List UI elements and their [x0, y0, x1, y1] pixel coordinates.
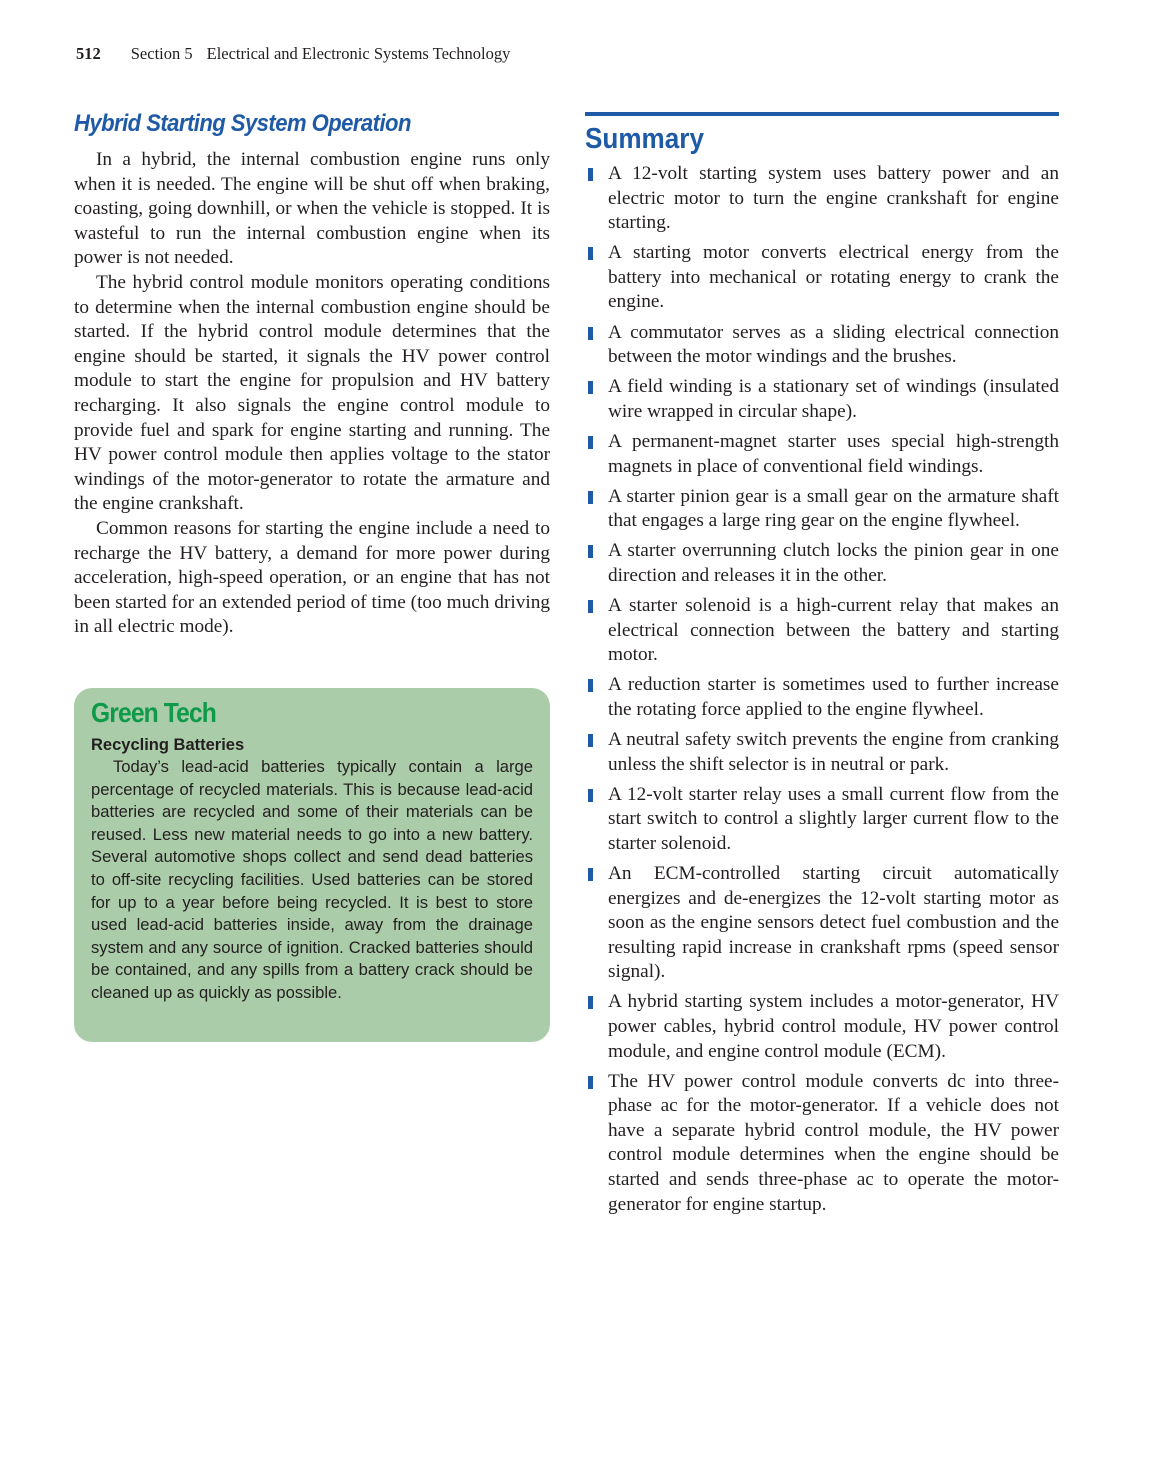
bullet-icon — [588, 247, 593, 260]
bullet-icon — [588, 789, 593, 802]
summary-item-text: A starter solenoid is a high-current relay that makes an electrical connection between the battery and starting motor. — [608, 595, 1059, 666]
section-heading: Hybrid Starting System Operation — [74, 110, 411, 137]
summary-item-text: A 12-volt starting system uses battery power and an electric motor to turn the engine crankshaft for engine starting. — [608, 163, 1059, 234]
summary-item-text: The HV power control module converts dc into three-phase ac for the motor-generator. If a vehicle does not have a separate hybrid control module, the HV power control module determines when the engine should be started and sends three-phase ac to operate the motor-generator for engine startup. — [608, 1070, 1059, 1215]
paragraph: Common reasons for starting the engine include a need to recharge the HV battery, a demand for more power during acceleration, high-speed operation, or an engine that has not been started for an extended period of time (too much driving in all electric mode). — [74, 517, 550, 638]
summary-item-text: A field winding is a stationary set of windings (insulated wire wrapped in circular shape). — [608, 376, 1059, 422]
summary-item — [585, 862, 1059, 985]
summary-item — [585, 162, 1059, 236]
bullet-icon — [588, 734, 593, 747]
summary-item-text: A commutator serves as a sliding electrical connection between the motor windings and the brushes. — [608, 321, 1059, 368]
page-number: 512 — [76, 44, 101, 63]
summary-item — [585, 321, 1059, 370]
bullet-icon — [588, 491, 593, 504]
green-tech-text: Today’s lead-acid batteries typically contain a large percentage of recycled materials. This is because lead-acid batteries are recycled and some of their materials can be reused. Less new material needs to go into a new battery. Several automotive shops collect and send dead batteries to off-site recycling facilities. Used batteries can be stored for up to a year before being recycled. It is best to store used lead-acid batteries inside, away from the drainage system and any source of ignition. Cracked batteries should be contained, and any spills from a battery crack should be cleaned up as quickly as possible. — [91, 757, 533, 1002]
summary-item — [585, 728, 1059, 777]
paragraph: In a hybrid, the internal combustion engine runs only when it is needed. The engine will be shut off when braking, coasting, going downhill, or when the vehicle is stopped. It is wasteful to run the internal combustion engine when its power is not needed. — [74, 149, 550, 269]
green-tech-box — [74, 688, 550, 1042]
summary-item — [585, 990, 1059, 1064]
summary-item — [585, 485, 1059, 534]
green-tech-subtitle: Recycling Batteries — [91, 736, 245, 754]
summary-item — [585, 375, 1059, 424]
summary-section — [585, 112, 1059, 1223]
summary-item-text: A permanent-magnet starter uses special high-strength magnets in place of conventional field windings. — [608, 430, 1059, 477]
summary-title: Summary — [585, 123, 704, 155]
section-label: Section 5 — [130, 44, 193, 63]
running-header — [76, 44, 510, 64]
summary-item — [585, 1070, 1059, 1218]
section-title: Electrical and Electronic Systems Technology — [206, 44, 511, 63]
summary-item-text: A hybrid starting system includes a motor-generator, HV power cables, hybrid control module, HV power control module, and engine control module (ECM). — [608, 991, 1059, 1062]
bullet-icon — [588, 1076, 593, 1089]
summary-item-text: A starter pinion gear is a small gear on the armature shaft that engages a large ring gear on the engine flywheel. — [608, 485, 1059, 532]
summary-list — [585, 162, 1059, 1217]
green-tech-title: Green Tech — [91, 697, 216, 728]
summary-item-text: A 12-volt starter relay uses a small current flow from the start switch to control a slightly larger current flow to the starter solenoid. — [608, 783, 1059, 854]
summary-item — [585, 673, 1059, 722]
bullet-icon — [588, 868, 593, 881]
bullet-icon — [588, 381, 593, 394]
paragraph: The hybrid control module monitors operating conditions to determine when the internal combustion engine should be started. If the hybrid control module determines that the engine should be started, it signals the HV power control module to start the engine for propulsion and HV battery recharging. It also signals the engine control module to provide fuel and spark for engine starting and running. The HV power control module then applies voltage to the stator windings of the motor-generator to rotate the armature and the engine crankshaft. — [74, 271, 550, 515]
bullet-icon — [588, 168, 593, 181]
summary-item-text: A starting motor converts electrical energy from the battery into mechanical or rotating energy to crank the engine. — [608, 242, 1059, 313]
bullet-icon — [588, 600, 593, 613]
bullet-icon — [588, 327, 593, 340]
summary-item — [585, 241, 1059, 315]
bullet-icon — [588, 996, 593, 1009]
summary-item — [585, 539, 1059, 588]
summary-item-text: A reduction starter is sometimes used to further increase the rotating force applied to the engine flywheel. — [608, 674, 1059, 720]
summary-item-text: A neutral safety switch prevents the engine from cranking unless the shift selector is in neutral or park. — [608, 728, 1059, 775]
left-column — [74, 110, 550, 640]
bullet-icon — [588, 679, 593, 692]
summary-item — [585, 430, 1059, 479]
summary-item-text: A starter overrunning clutch locks the pinion gear in one direction and releases it in the other. — [608, 540, 1059, 586]
bullet-icon — [588, 436, 593, 449]
summary-rule — [585, 112, 1059, 116]
summary-item — [585, 783, 1059, 857]
summary-item-text: An ECM-controlled starting circuit automatically energizes and de-energizes the 12-volt starting motor as soon as the engine sensors detect fuel combustion and the resulting rapid increase in crankshaft rpms (speed sensor signal). — [608, 862, 1059, 983]
bullet-icon — [588, 545, 593, 558]
summary-item — [585, 594, 1059, 668]
